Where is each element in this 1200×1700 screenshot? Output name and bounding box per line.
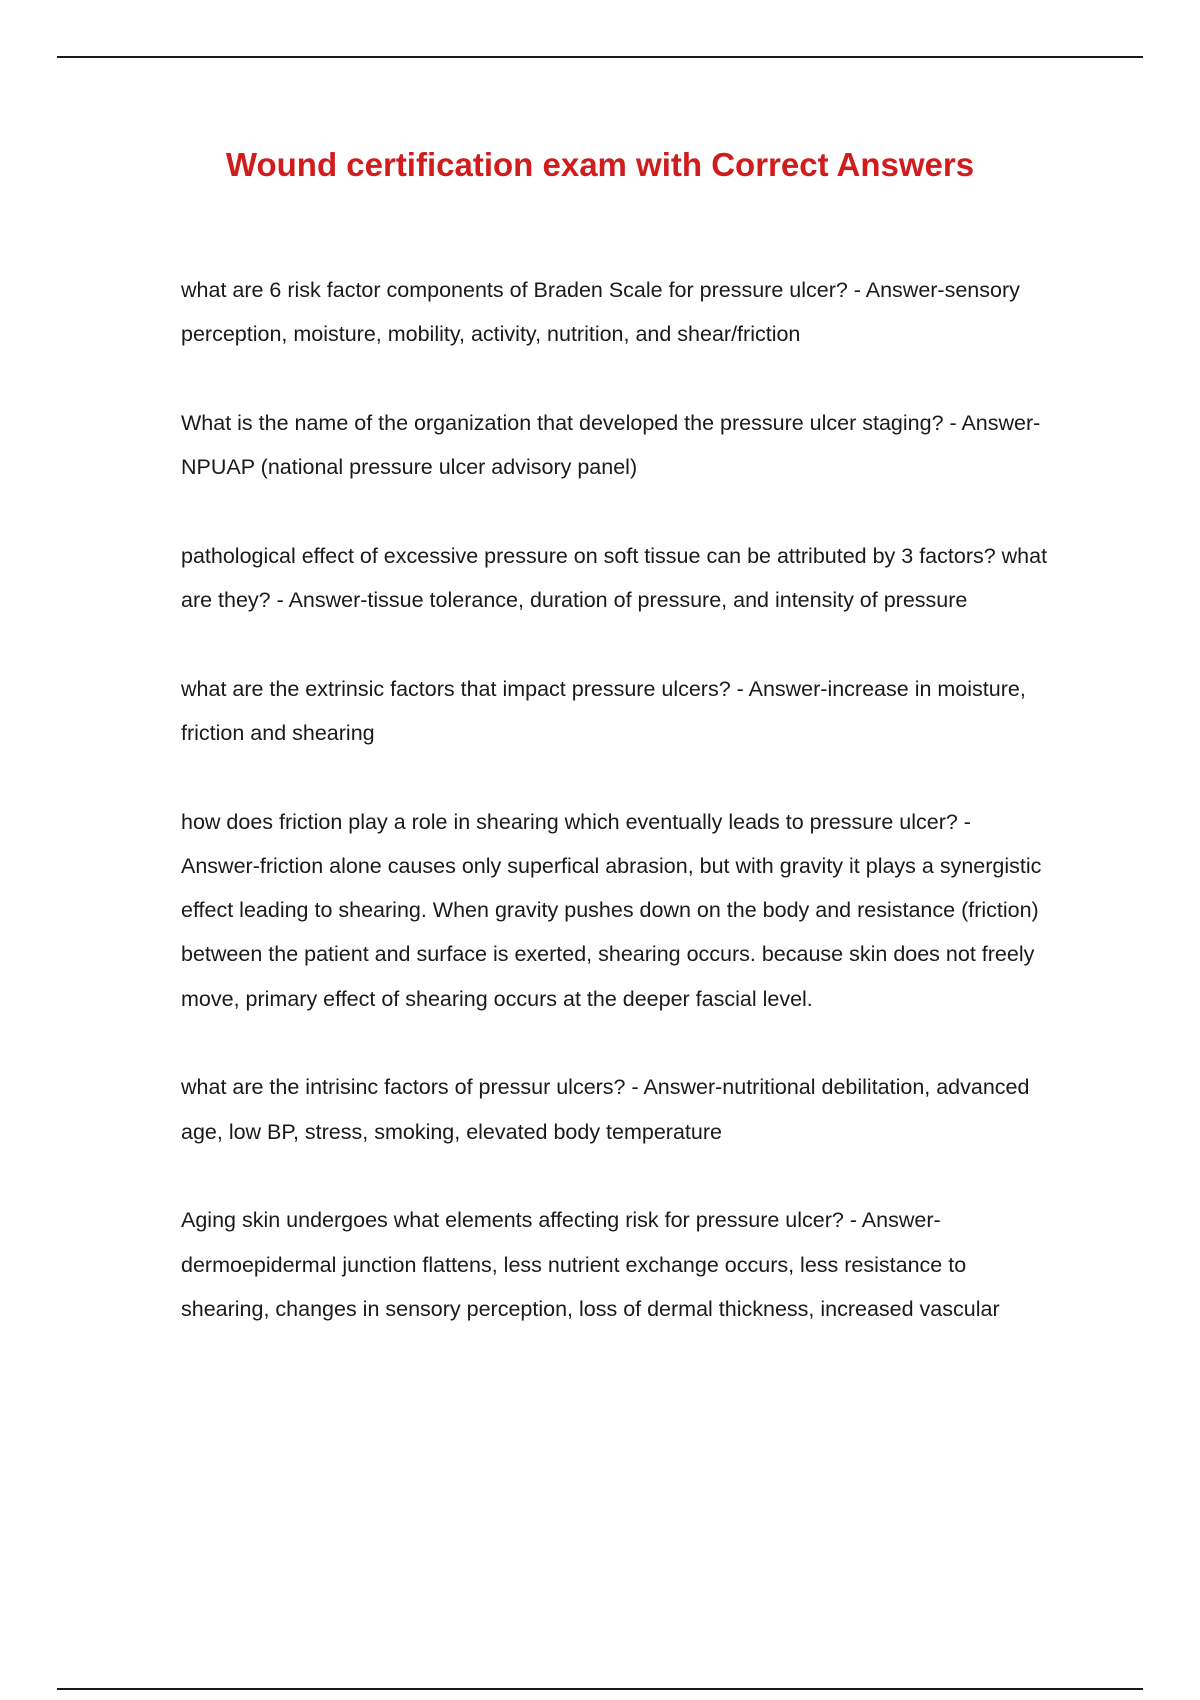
top-rule [57,56,1143,58]
qa-item-4: what are the extrinsic factors that impact pressure ulcers? - Answer-increase in moisture, friction and shearing [181,676,1026,745]
qa-item-7: Aging skin undergoes what elements affecting risk for pressure ulcer? - Answer-dermoepidermal junction flattens, less nutrient exchange occurs, less resistance to shearing, changes in sensory perception, loss of dermal thickness, increased vascular [181,1208,1000,1321]
bottom-rule [57,1688,1143,1690]
document-title: Wound certification exam with Correct Answers [225,146,975,183]
qa-item-3: pathological effect of excessive pressure on soft tissue can be attributed by 3 factors? what are they? - Answer-tissue tolerance, duration of pressure, and intensity of pressure [181,543,1048,613]
qa-item-1: what are 6 risk factor components of Braden Scale for pressure ulcer? - Answer-sensory perception, moisture, mobility, activity, nutrition, and shear/friction [181,278,1020,347]
qa-list [181,268,1051,1375]
qa-item-6: what are the intrisinc factors of pressur ulcers? - Answer-nutritional debilitation, advanced age, low BP, stress, smoking, elevated body temperature [181,1075,1030,1144]
qa-item-2: What is the name of the organization that developed the pressure ulcer staging? - Answer-NPUAP (national pressure ulcer advisory panel) [181,410,1041,480]
qa-item-5: how does friction play a role in shearing which eventually leads to pressure ulcer? - Answer-friction alone causes only superfical abrasion, but with gravity it plays a synergistic effect leading to shearing. When gravity pushes down on the body and resistance (friction) between the patient and surface is exerted, shearing occurs. because skin does not freely move, primary effect of shearing occurs at the deeper fascial level. [181,809,1042,1011]
